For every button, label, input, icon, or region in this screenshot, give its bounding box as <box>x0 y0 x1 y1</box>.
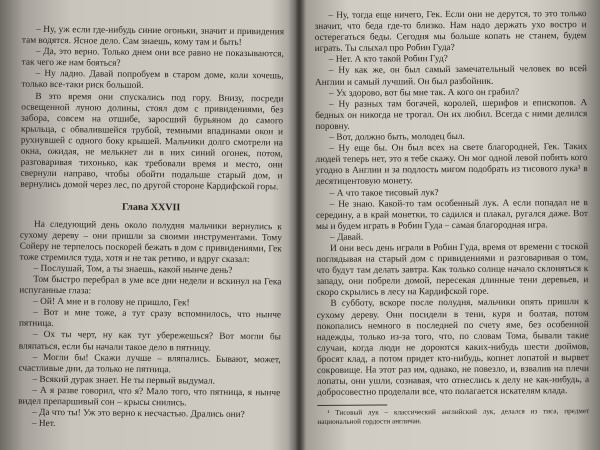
paragraph: – Ну еще бы. Он был всех на свете благородней, Гек. Таких людей теперь нет, это я тебе скажу. Он мог одной левой побить кого угодно в Англии и за подлость мигом подобрать из тисового лука¹ в десятицентовую монету. <box>315 142 588 188</box>
paragraph: И они весь день играли в Робин Гуда, время от времени с тоской поглядывая на старый дом с привидениями и разговаривая о том, что будут там делать завтра. Как только солнце начало склоняться к западу, они побрели домой, пересекая длинные тени деревьев, и скоро скрылись в лесу на Кардифской горе. <box>316 242 589 299</box>
paragraph: – Всякий дурак знает. Не ты первый выдумал. <box>32 374 216 387</box>
paragraph: Том быстро перебрал в уме все дни недели и вскинул на Гека испуганные глаза: <box>19 274 282 297</box>
paragraph: – А я разве говорил, что я? Мало того, что пятница, я нынче видел препаршивый сон – крысы снились. <box>18 385 281 409</box>
footnote: ¹ Тисовый лук – классический английский лук, делался из тиса, предмет национальной гордости англичан. <box>317 407 590 426</box>
paragraph: – Ну как же, он был самый замечательный человек во всей Англии и самый лучший. Он был разбойник. <box>314 64 587 88</box>
footnote-rule <box>317 405 387 406</box>
paragraph: – Вот и мне тоже, а тут сразу вспомнилось, что нынче пятница. <box>18 308 282 330</box>
paragraph: В субботу, вскоре после полудня, мальчики опять пришли к сухому дереву. Они посидели в тени, куря и болтая, потом покопались немного в последней по счету яме, без особенной надежды, только из-за того, что, по словам Тома, бывали такие случаи, когда люди не дороются каких-нибудь шести дюймов, бросят клад, а потом придет кто-нибудь, копнет лопатой и вырвет сокровище. На этот раз им, однако, не повезло, и, взвалив на плечи лопаты, они ушли, сознавая, что отнеслись к делу не как-нибудь, а добросовестно проделали все, что полагается искателям клада. <box>316 297 590 399</box>
paragraph: – Ой! А мне и в голову не пришло, Гек! <box>33 296 190 309</box>
paragraph: – Да что ты! Уж это верно к несчастью. Дрались они? <box>31 407 245 421</box>
paragraph: – Нет. <box>31 418 56 430</box>
paragraph: – Вот, должно быть, молодец был. <box>329 131 465 143</box>
paragraph: – Давай. <box>330 232 364 243</box>
chapter-heading: Глава XXVII <box>122 202 181 214</box>
paragraph: На следующий день около полудня мальчики вернулись к сухому дереву – они пришли за своими инструментами. Тому Сойеру не терпелось поскорей бежать в дом с привидениями, Гек тоже стремился туда, хотя и не так ретиво, и вдруг сказал: <box>19 219 283 265</box>
paragraph: – Ну разных там богачей, королей, шерифов и епископов. А бедных он никогда не трогал. Он их любил. Всегда с ними делился поровну. <box>315 97 588 132</box>
paragraph: – Да, это верно. Только днем они все равно не показываются, так чего же нам бояться? <box>21 47 284 69</box>
paragraph: – Не знаю. Какой-то там особенный лук. А если попадал не в середину, а в край монетки, то садился и плакал, ругался даже. Вот мы и будем играть в Робин Гуда – самая благородная игра. <box>315 197 588 232</box>
paragraph: – А что такое тисовый лук? <box>329 187 439 199</box>
paragraph: – Послушай, Том, а ты знаешь, какой нынче день? <box>33 263 233 276</box>
paragraph: – Ох ты черт, ну как тут убережешься? Вот могли бы вляпаться, если бы начали такое дело в пятницу. <box>18 330 281 354</box>
paragraph: В это время они спускались под гору. Внизу, посреди освещенной луною долины, стоял дом с привидениями, без забора, совсем на отшибе, заросший бурьяном до самого крыльца, с обвалившейся трубой, темными впадинами окон и рухнувшей с одного боку крышей. Мальчики долго смотрели на окна, ожидая, не мелькнет ли в них синий огонек, потом, разговаривая тихонько, как требовали время и место, они свернули направо, чтобы обойти подальше старый дом, и вернулись домой через лес, по другой стороне Кардифской горы. <box>20 91 284 193</box>
left-page-text <box>18 25 284 433</box>
paragraph: – Ух здорово, вот бы мне так. А кого он грабил? <box>329 87 520 99</box>
paragraph: – Нет. А кто такой Робин Гуд? <box>328 54 448 66</box>
right-page-text <box>315 9 590 426</box>
paragraph: – Ну, уж если где-нибудь синие огоньки, значит и привидения там водятся. Ясное дело. Сам знаешь, кому там и быть! <box>21 24 285 49</box>
right-page <box>306 0 595 450</box>
book-gutter <box>288 0 306 450</box>
paragraph: – Ну ладно. Давай попробуем в старом доме, коли хочешь, только все-таки риск большой. <box>21 69 284 92</box>
paragraph: – Могли бы! Скажи лучше – вляпались. Бывают, может, счастливые дни, да только не пятница. <box>18 352 281 375</box>
left-page <box>8 0 289 450</box>
paragraph: – Ну, тогда еще ничего, Гек. Если они не дерутся, то это только значит, что беда где-то близко. Нам надо держать ухо востро и остерегаться беды. Сегодня мы больше копать не станем, будем играть. Ты слыхал про Робин Гуда? <box>314 9 587 55</box>
